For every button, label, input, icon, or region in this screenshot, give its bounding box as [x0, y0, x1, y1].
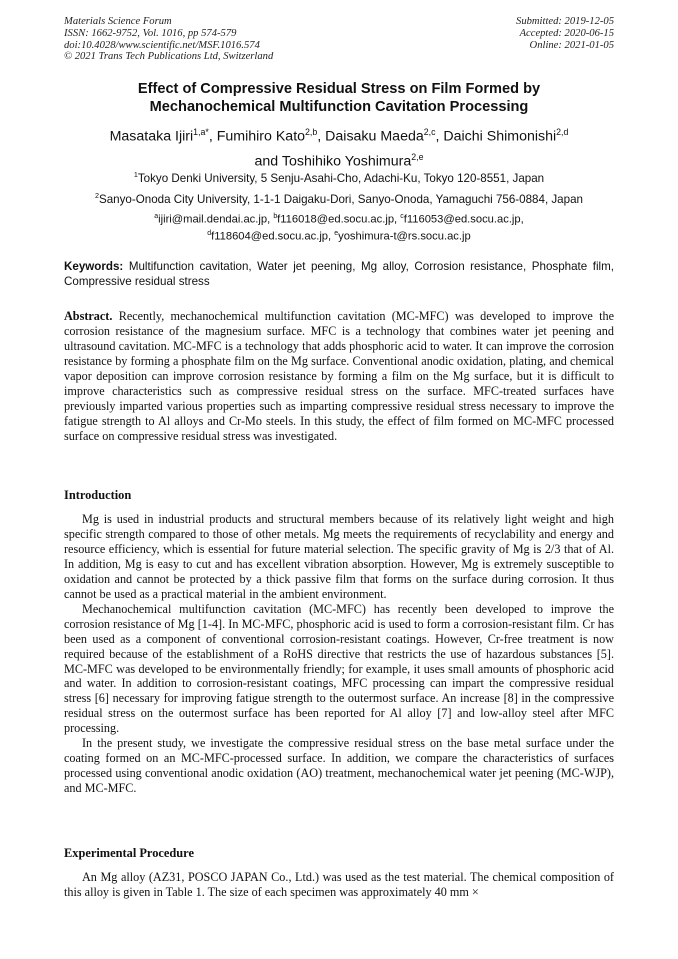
author-name: Fumihiro Kato	[216, 128, 306, 145]
author-name: Daichi Shimonishi	[443, 128, 557, 145]
affiliation-text: Tokyo Denki University, 5 Senju-Asahi-Cho, Adachi-Ku, Tokyo 120-8551, Japan	[137, 171, 545, 185]
journal-info	[64, 16, 273, 63]
title-line-2: Mechanochemical Multifunction Cavitation Processing	[149, 99, 529, 115]
paper-title	[64, 80, 614, 116]
email-mark: e	[334, 229, 339, 237]
journal-issn: ISSN: 1662-9752, Vol. 1016, pp 574-579	[64, 27, 237, 39]
author-affil-mark: 2,b	[305, 127, 318, 137]
author-list: Masataka Ijiri$^{1,a*}$, Fumihiro Kato$^{2,b}$, Daisaku Maeda$^{2,c}$, Daichi Shimonishi$^{2,d}$ and Toshihiko Yoshimura$^{2,e}$	[109, 127, 569, 170]
accepted-date: Accepted: 2020-06-15	[519, 27, 614, 39]
author-name: Masataka Ijiri	[109, 128, 194, 145]
affiliation-mark: 1	[133, 170, 138, 179]
paragraph: Mg is used in industrial products and structural members because of its relatively light weight and high specific strength compared to those of other metals. Mg meets the requirements of recyclability and energy and resource efficiency, which is essential for future material selection. The specific gravity of Mg is 2/3 that of Al. In addition, Mg is easy to cut and has excellent vibration absorption. However, Mg is extremely susceptible to oxidation and cannot be protected by a thick passive film that forms on the surface during corrosion. It thus cannot be used as a practical material in the ambient environment.	[64, 512, 614, 601]
journal-doi: doi:10.4028/www.scientific.net/MSF.1016.574	[64, 39, 260, 51]
online-date: Online: 2021-01-05	[529, 39, 614, 51]
keywords-text: Multifunction cavitation, Water jet peening, Mg alloy, Corrosion resistance, Phosphate film, Compressive residual stress	[64, 260, 614, 288]
email-mark: b	[273, 213, 278, 220]
abstract-text: Recently, mechanochemical multifunction cavitation (MC-MFC) was developed to improve the corrosion resistance of the magnesium surface. MFC is a technology that combines water jet peening and ultrasound cavitation. MC-MFC is a technology that adds phosphoric acid to water. It can improve the corrosion resistance by forming a phosphate film on the Mg surface. Conventional anodic oxidation, plating, and chemical vapor deposition can improve corrosion resistance by forming a film on the Mg surface, but it is difficult to improve characteristics such as compressive residual stress on the surface. MFC-treated surfaces have previously imparted various properties such as imparting compressive residual stress necessary to improve the fatigue strength to Al alloys and Cr-Mo steels. In this study, the effect of film formed on MC-MFC processed surface on compressive residual stress was investigated.	[64, 309, 614, 443]
email-link[interactable]: f116018@ed.socu.ac.jp,	[277, 213, 398, 226]
keywords-label: Keywords:	[64, 260, 124, 273]
affiliation-2	[64, 189, 614, 207]
paragraph: In the present study, we investigate the compressive residual stress on the base metal surface under the coating formed on an MC-MFC-processed surface. In addition, we compare the characteristics of surfaces processed using conventional anodic oxidation (AO) treatment, mechanochemical water jet peening (MC-WJP), and MC-MFC.	[64, 736, 614, 796]
email-link[interactable]: yoshimura-t@rs.socu.ac.jp	[338, 230, 471, 243]
experimental-section	[64, 870, 614, 900]
email-link[interactable]: ijiri@mail.dendai.ac.jp,	[158, 213, 271, 226]
author-affil-mark: 2,e	[411, 151, 424, 162]
email-mark: d	[207, 229, 212, 237]
paragraph: Mechanochemical multifunction cavitation (MC-MFC) has recently been developed to improve the corrosion resistance of Mg [1-4]. In MC-MFC, phosphoric acid is used to form a corrosion-resistant film. Cr has been used as a component of conventional corrosion-resistant coatings. However, Cr-free treatment is now required because of the establishment of a RoHS directive that restricts the use of hazardous substances [5]. MC-MFC was developed to be environmentally friendly; for example, it uses small amounts of phosphoric acid and water. In addition to corrosion-resistant coatings, MFC processing can impart the compressive residual stress [6] necessary for improving fatigue strength to the outermost surface. An increase [8] in the compressive residual stress on the outermost surface has been reported for Al alloy [7] and low-alloy steel after MFC processing.	[64, 601, 614, 736]
submitted-date: Submitted: 2019-12-05	[516, 16, 614, 27]
title-line-1: Effect of Compressive Residual Stress on Film Formed by	[137, 81, 541, 97]
author-affil-mark: 2,c	[423, 127, 436, 137]
email-link[interactable]: f116053@ed.socu.ac.jp,	[403, 213, 524, 226]
author-affil-mark: 1,a*	[193, 127, 209, 137]
abstract-block	[64, 309, 614, 444]
introduction-section	[64, 512, 614, 796]
email-link[interactable]: f118604@ed.socu.ac.jp,	[211, 230, 332, 243]
section-heading-introduction: Introduction	[64, 488, 132, 502]
section-heading-experimental: Experimental Procedure	[64, 846, 194, 860]
journal-copyright: © 2021 Trans Tech Publications Ltd, Switzerland	[64, 51, 274, 63]
author-emails	[64, 210, 614, 244]
affiliation-text: Sanyo-Onoda City University, 1-1-1 Daigaku-Dori, Sanyo-Onoda, Yamaguchi 756-0884, Japan	[99, 192, 583, 206]
journal-name: Materials Science Forum	[64, 16, 172, 27]
submission-dates	[516, 16, 614, 51]
author-affil-mark: 2,d	[556, 127, 569, 137]
keywords-block	[64, 260, 614, 289]
email-mark: c	[400, 213, 404, 220]
author-conjunction: and	[254, 153, 279, 170]
affiliation-1	[64, 168, 614, 186]
affiliation-mark: 2	[95, 191, 99, 200]
author-name: Toshihiko Yoshimura	[281, 153, 412, 170]
abstract-label: Abstract.	[64, 309, 113, 323]
email-mark: a	[154, 213, 159, 220]
author-name: Daisaku Maeda	[325, 128, 424, 145]
paragraph: An Mg alloy (AZ31, POSCO JAPAN Co., Ltd.) was used as the test material. The chemical composition of this alloy is given in Table 1. The size of each specimen was approximately 40 mm ×	[64, 870, 614, 899]
